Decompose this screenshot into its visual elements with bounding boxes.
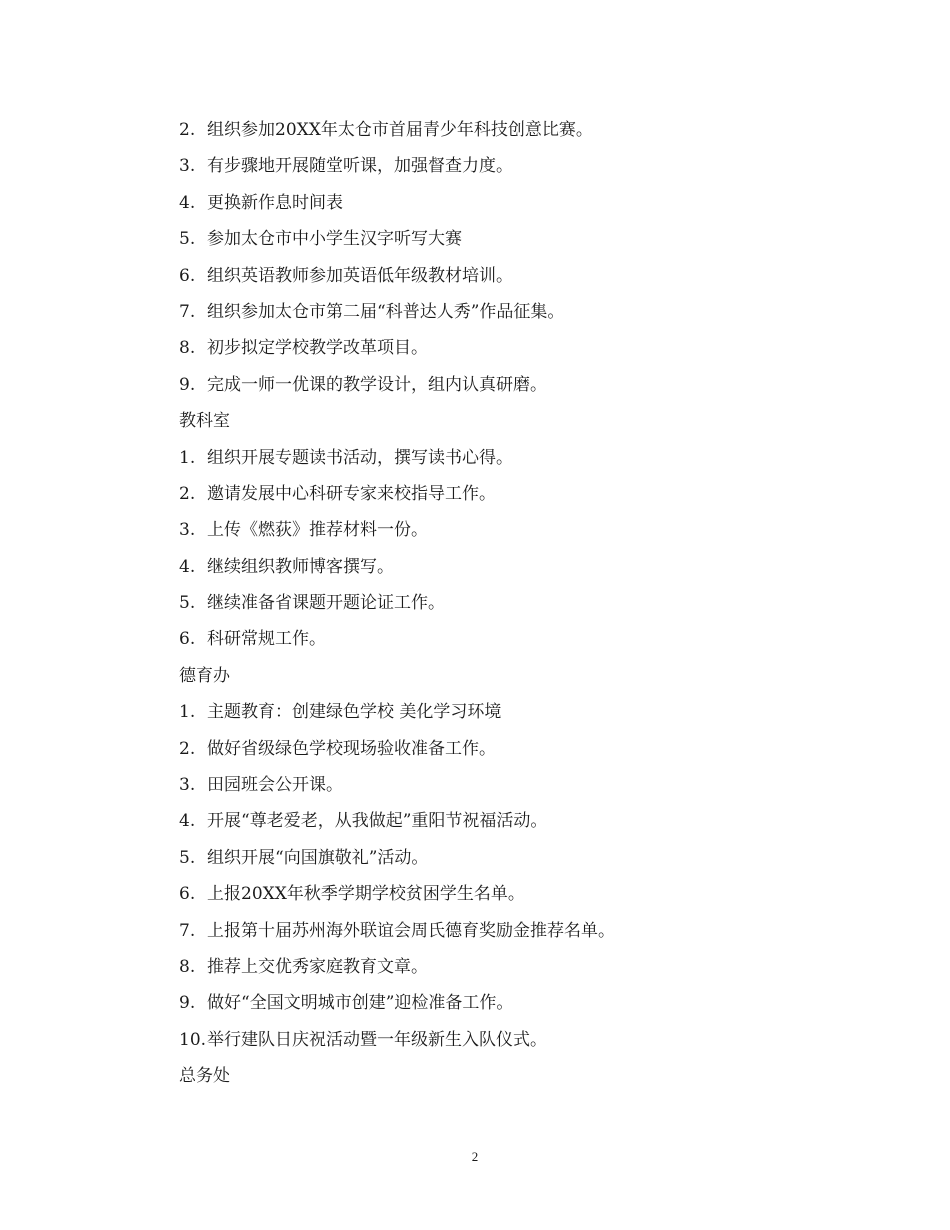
list-item-number: 7. bbox=[179, 301, 196, 322]
list-item-number: 6. bbox=[179, 884, 196, 905]
list-item bbox=[179, 699, 819, 735]
list-item-text: 做好省级绿色学校现场验收准备工作。 bbox=[207, 738, 496, 759]
list-item bbox=[179, 736, 819, 772]
list-item bbox=[179, 117, 819, 153]
list-item-text: 组织开展专题读书活动，撰写读书心得。 bbox=[207, 447, 513, 468]
section-heading bbox=[179, 1063, 819, 1099]
list-item-text: 开展“尊老爱老，从我做起”重阳节祝福活动。 bbox=[207, 811, 548, 832]
list-item bbox=[179, 445, 819, 481]
list-item-text: 科研常规工作。 bbox=[207, 629, 326, 650]
list-item-number: 6. bbox=[179, 265, 196, 286]
list-item-text: 初步拟定学校教学改革项目。 bbox=[207, 338, 428, 359]
list-item-number: 3. bbox=[179, 775, 196, 796]
list-item-number: 5. bbox=[179, 229, 196, 250]
list-item-number: 4. bbox=[179, 811, 196, 832]
list-item-text: 田园班会公开课。 bbox=[207, 775, 343, 796]
list-item-number: 5. bbox=[179, 847, 196, 868]
list-item-text: 继续准备省课题开题论证工作。 bbox=[207, 593, 445, 614]
list-item-text: 上传《燃荻》推荐材料一份。 bbox=[207, 520, 428, 541]
list-item-text: 更换新作息时间表 bbox=[207, 192, 343, 213]
list-item-number: 6. bbox=[179, 629, 196, 650]
list-item bbox=[179, 299, 819, 335]
list-item-text: 上报第十届苏州海外联谊会周氏德育奖励金推荐名单。 bbox=[207, 920, 615, 941]
list-item-text: 邀请发展中心科研专家来校指导工作。 bbox=[207, 483, 496, 504]
list-item bbox=[179, 554, 819, 590]
list-item bbox=[179, 1027, 819, 1063]
list-item bbox=[179, 954, 819, 990]
list-item-number: 8. bbox=[179, 338, 196, 359]
list-item-number: 8. bbox=[179, 956, 196, 977]
list-item-text: 做好“全国文明城市创建”迎检准备工作。 bbox=[207, 993, 514, 1014]
section-heading bbox=[179, 408, 819, 444]
list-item bbox=[179, 990, 819, 1026]
list-item-number: 2. bbox=[179, 120, 196, 140]
list-item-text: 举行建队日庆祝活动暨一年级新生入队仪式。 bbox=[207, 1029, 547, 1050]
list-item-number: 9. bbox=[179, 993, 196, 1014]
list-item-text: 组织参加太仓市第二届“科普达人秀”作品征集。 bbox=[207, 301, 565, 322]
section-heading-text: 教科室 bbox=[179, 411, 230, 432]
list-item bbox=[179, 590, 819, 626]
list-item-number: 1. bbox=[179, 702, 196, 723]
section-heading bbox=[179, 663, 819, 699]
list-item-number: 3. bbox=[179, 156, 196, 177]
section-heading-text: 德育办 bbox=[179, 665, 230, 686]
list-item-number: 2. bbox=[179, 483, 196, 504]
list-item-number: 2. bbox=[179, 738, 196, 759]
list-item bbox=[179, 845, 819, 881]
list-item bbox=[179, 226, 819, 262]
list-item bbox=[179, 918, 819, 954]
list-item bbox=[179, 517, 819, 553]
list-item bbox=[179, 372, 819, 408]
list-item bbox=[179, 335, 819, 371]
list-item-number: 5. bbox=[179, 593, 196, 614]
list-item bbox=[179, 481, 819, 517]
list-item-text: 上报20XX年秋季学期学校贫困学生名单。 bbox=[207, 884, 525, 905]
document-body bbox=[179, 117, 819, 1100]
list-item-number: 10. bbox=[179, 1029, 207, 1050]
list-item-number: 9. bbox=[179, 374, 196, 395]
list-item-number: 4. bbox=[179, 192, 196, 213]
list-item-text: 参加太仓市中小学生汉字听写大赛 bbox=[207, 229, 462, 250]
section-heading-text: 总务处 bbox=[179, 1066, 230, 1087]
list-item-number: 1. bbox=[179, 447, 196, 468]
list-item-text: 组织参加20XX年太仓市首届青少年科技创意比赛。 bbox=[207, 120, 593, 140]
list-item-text: 推荐上交优秀家庭教育文章。 bbox=[207, 956, 428, 977]
list-item-text: 主题教育：创建绿色学校 美化学习环境 bbox=[207, 702, 502, 723]
list-item bbox=[179, 190, 819, 226]
list-item bbox=[179, 808, 819, 844]
list-item-number: 4. bbox=[179, 556, 196, 577]
list-item-text: 组织英语教师参加英语低年级教材培训。 bbox=[207, 265, 513, 286]
list-item-text: 有步骤地开展随堂听课，加强督查力度。 bbox=[207, 156, 513, 177]
list-item bbox=[179, 263, 819, 299]
list-item bbox=[179, 153, 819, 189]
page-number: 2 bbox=[471, 1149, 479, 1164]
list-item-text: 组织开展“向国旗敬礼”活动。 bbox=[207, 847, 429, 868]
list-item-text: 继续组织教师博客撰写。 bbox=[207, 556, 394, 577]
list-item-number: 3. bbox=[179, 520, 196, 541]
list-item bbox=[179, 626, 819, 662]
list-item bbox=[179, 772, 819, 808]
list-item bbox=[179, 881, 819, 917]
list-item-number: 7. bbox=[179, 920, 196, 941]
list-item-text: 完成一师一优课的教学设计，组内认真研磨。 bbox=[207, 374, 547, 395]
